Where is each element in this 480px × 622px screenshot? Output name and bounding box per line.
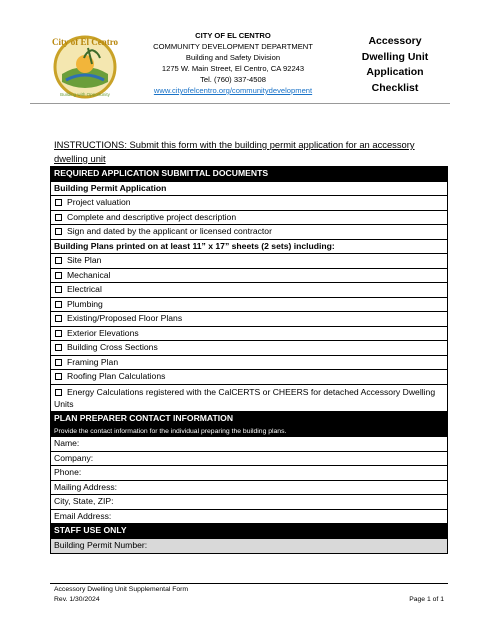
checkbox[interactable] (55, 228, 62, 235)
title-line: Accessory (368, 35, 422, 47)
contact-email-field[interactable]: Email Address: (51, 510, 447, 525)
contact-phone-field[interactable]: Phone: (51, 466, 447, 481)
footer-form-name: Accessory Dwelling Unit Supplemental Form (54, 586, 189, 593)
checklist-item-label: Site Plan (67, 255, 102, 265)
checkbox[interactable] (55, 315, 62, 322)
checklist-item (51, 341, 447, 356)
section-header-staff: STAFF USE ONLY (51, 524, 447, 539)
footer-page-number: Page 1 of 1 (409, 596, 444, 603)
section-header-contact: PLAN PREPARER CONTACT INFORMATION (51, 412, 447, 427)
checklist-item (51, 269, 447, 284)
instructions (54, 138, 426, 165)
checklist-item (51, 196, 447, 211)
checklist-item-label: Sign and dated by the applicant or licensed contractor (67, 226, 272, 236)
checklist-form (50, 166, 448, 554)
division-name: Building and Safety Division (185, 53, 281, 62)
checklist-item-label: Framing Plan (67, 356, 119, 367)
footer-divider (50, 583, 448, 584)
document-header (0, 0, 480, 108)
department-phone: Tel. (760) 337-4508 (200, 75, 266, 84)
section-header-documents: REQUIRED APPLICATION SUBMITTAL DOCUMENTS (51, 167, 447, 182)
checklist-item-label: Mechanical (67, 269, 111, 280)
checklist-item-label: Exterior Elevations (67, 327, 139, 338)
contact-company-field[interactable]: Company: (51, 452, 447, 467)
title-line: Checklist (371, 81, 419, 94)
footer-revision: Rev. 1/30/2024 (54, 596, 100, 603)
checkbox[interactable] (55, 373, 62, 380)
department-info (130, 30, 336, 96)
subheading-building-plans: Building Plans printed on at least 11” x 17” sheets (2 sets) including: (51, 240, 447, 255)
instructions-text: Submit this form with the building permit application for an accessory dwelling unit (54, 139, 415, 164)
department-name: COMMUNITY DEVELOPMENT DEPARTMENT (153, 42, 313, 51)
checkbox[interactable] (55, 359, 62, 366)
building-permit-number-field[interactable]: Building Permit Number: (51, 539, 447, 554)
checklist-item-label: Energy Calculations registered with the CalCERTS or CHEERS for detached Accessory Dwelling Units (54, 386, 436, 409)
checklist-item-label: Building Cross Sections (67, 342, 158, 352)
header-divider (30, 103, 450, 104)
logo-tagline: Building with Opportunity (60, 92, 110, 97)
checkbox[interactable] (55, 257, 62, 264)
checklist-item-label: Existing/Proposed Floor Plans (67, 313, 183, 323)
checkbox[interactable] (55, 199, 62, 206)
checklist-item (51, 312, 447, 327)
checklist-item-label: Roofing Plan Calculations (67, 371, 166, 381)
checklist-item-label: Electrical (67, 284, 102, 294)
checklist-item (51, 327, 447, 342)
checkbox[interactable] (55, 214, 62, 221)
subheading-building-permit: Building Permit Application (51, 182, 447, 197)
city-seal-logo (48, 30, 122, 100)
checklist-item (51, 356, 447, 371)
checkbox[interactable] (55, 272, 62, 279)
checklist-item-label: Plumbing (67, 298, 103, 309)
document-footer (54, 585, 444, 605)
document-title (350, 34, 440, 96)
department-address: 1275 W. Main Street, El Centro, CA 92243 (161, 64, 305, 73)
checkbox[interactable] (55, 301, 62, 308)
checkbox[interactable] (55, 389, 62, 396)
city-name: CITY OF EL CENTRO (195, 31, 271, 40)
contact-mailing-address-field[interactable]: Mailing Address: (51, 481, 447, 496)
checklist-item (51, 283, 447, 298)
checklist-item (51, 211, 447, 226)
title-line: Dwelling Unit (361, 50, 429, 63)
instructions-label: INSTRUCTIONS: (54, 139, 127, 150)
checkbox[interactable] (55, 344, 62, 351)
checklist-item (51, 225, 447, 240)
department-website-link[interactable]: www.cityofelcentro.org/communitydevelopment (153, 86, 313, 95)
contact-name-field[interactable]: Name: (51, 437, 447, 452)
contact-city-state-zip-field[interactable]: City, State, ZIP: (51, 495, 447, 510)
checkbox[interactable] (55, 286, 62, 293)
checklist-item-label: Complete and descriptive project description (67, 211, 237, 222)
checklist-item-label: Project valuation (67, 197, 131, 207)
checkbox[interactable] (55, 330, 62, 337)
checklist-item (51, 370, 447, 385)
checklist-item (51, 298, 447, 313)
title-line: Application (366, 66, 424, 78)
checklist-item (51, 254, 447, 269)
contact-description: Provide the contact information for the individual preparing the building plans. (51, 426, 447, 437)
logo-lettering: City of El Centro (51, 37, 119, 47)
checklist-item (51, 385, 447, 412)
